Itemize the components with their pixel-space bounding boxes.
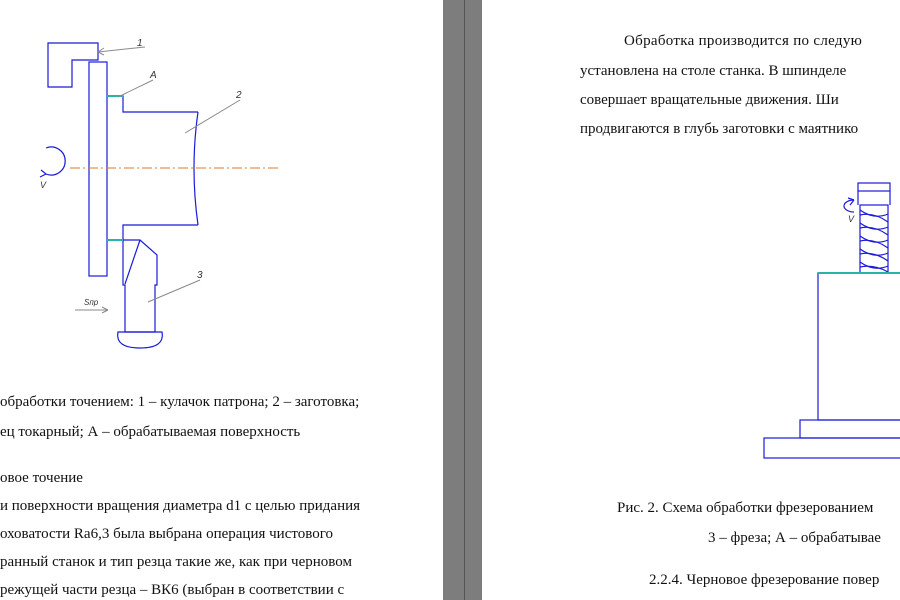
label-3: 3	[197, 270, 203, 281]
label-V: V	[40, 180, 47, 190]
document-page-right	[482, 0, 900, 600]
intro-line-2: установлена на столе станка. В шпинделе	[580, 63, 847, 79]
intro-line-3: совершает вращательные движения. Ши	[580, 92, 839, 108]
intro-line-1: Обработка производится по следую	[624, 33, 863, 49]
milling-scheme-figure	[482, 0, 900, 480]
page-gutter	[443, 0, 482, 600]
label-2: 2	[236, 90, 242, 101]
figure-caption-line-2: 3 – фреза; А – обрабатывае	[708, 530, 881, 546]
intro-line-4: продвигаются в глубь заготовки с маятнико	[580, 121, 859, 137]
label-feed: Sпр	[84, 298, 99, 307]
section-heading: овое точение	[0, 470, 83, 486]
body-line-1: и поверхности вращения диаметра d1 с целью придания	[0, 498, 361, 514]
turning-scheme-figure	[0, 0, 443, 360]
label-V: V	[848, 214, 855, 224]
figure-caption-line-1: Рис. 2. Схема обработки фрезерованием	[617, 500, 874, 516]
body-line-2: оховатости Ra6,3 была выбрана операция чистового	[0, 526, 333, 542]
gutter-divider	[464, 0, 465, 600]
label-1: 1	[137, 38, 143, 49]
document-page-left	[0, 0, 443, 600]
figure-caption-line-2: ец токарный; А – обрабатываемая поверхность	[0, 424, 301, 440]
label-A: A	[150, 70, 157, 81]
body-line-4: режущей части резца – ВК6 (выбран в соответствии с	[0, 582, 345, 598]
figure-caption-line-1: обработки точением: 1 – кулачок патрона; 2 – заготовка;	[0, 394, 360, 410]
section-heading: 2.2.4. Черновое фрезерование повер	[649, 572, 880, 588]
body-line-3: ранный станок и тип резца такие же, как при черновом	[0, 554, 352, 570]
